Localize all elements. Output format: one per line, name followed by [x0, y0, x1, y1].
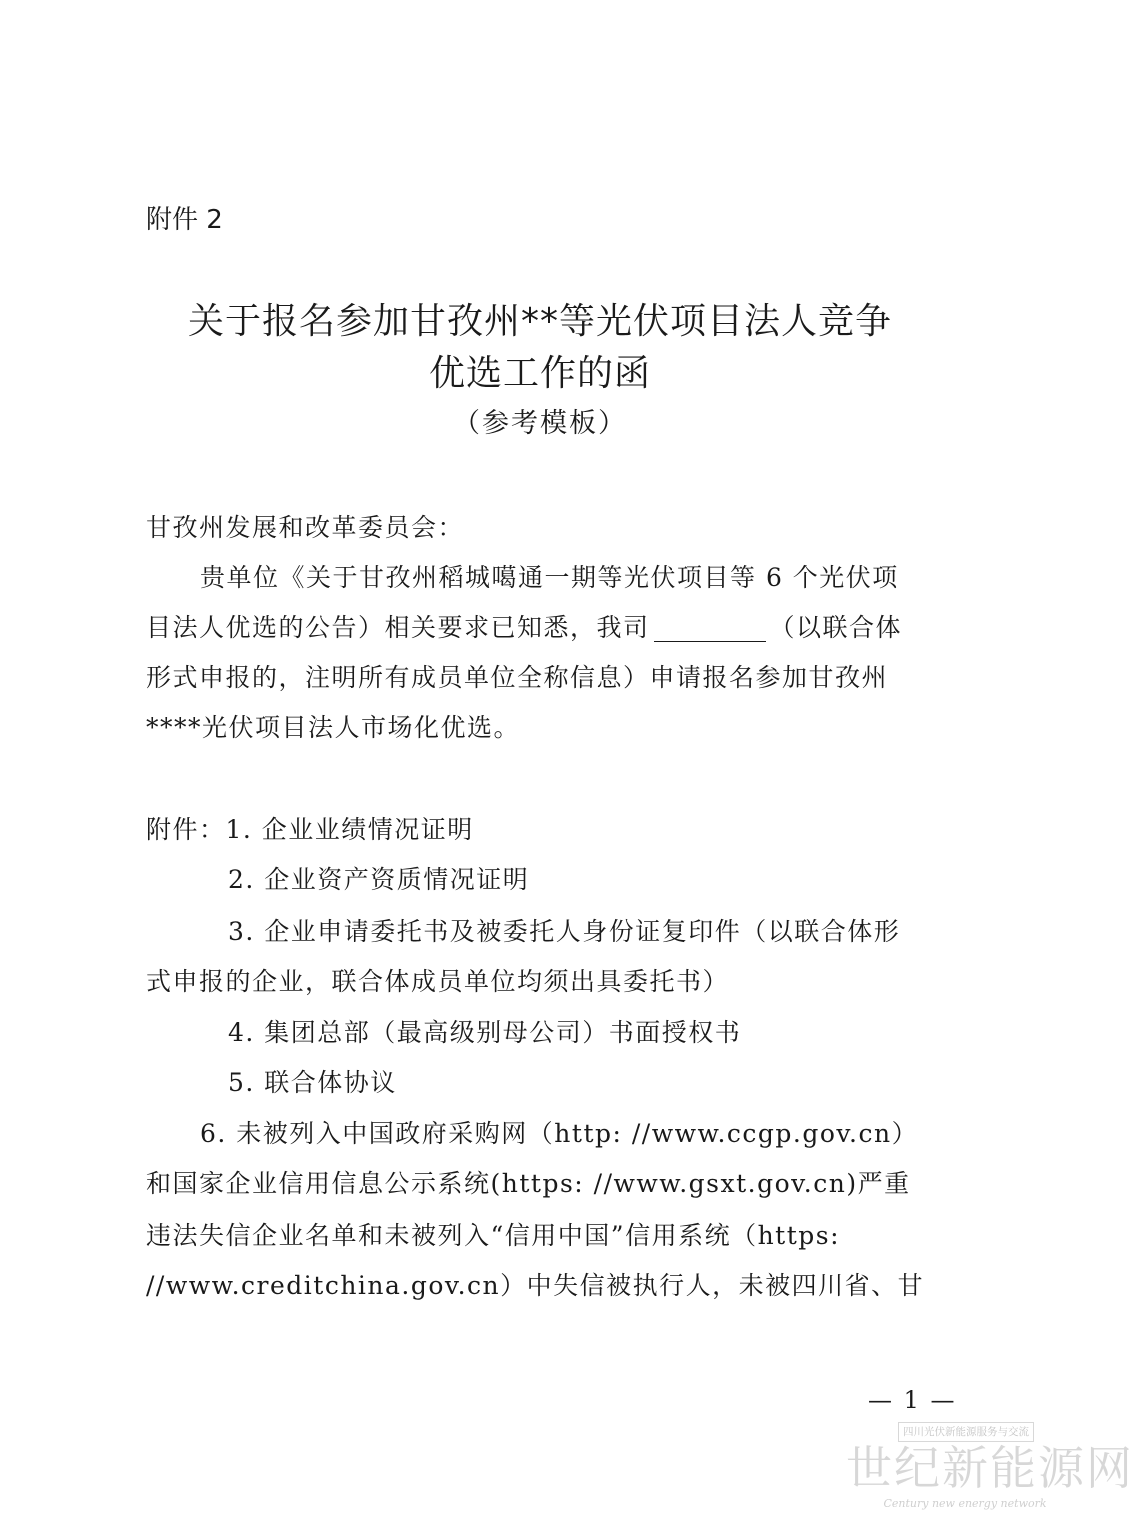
salutation: 甘孜州发展和改革委员会： — [146, 513, 465, 542]
body-line-1: 贵单位《关于甘孜州稻城噶通一期等光伏项目等 6 个光伏项 — [200, 563, 899, 592]
watermark-english-text: Century new energy network — [883, 1497, 1047, 1510]
attachment-item-3-line-1: 3. 企业申请委托书及被委托人身份证复印件（以联合体形 — [228, 917, 901, 946]
body-line-3: 形式申报的，注明所有成员单位全称信息）申请报名参加甘孜州 — [146, 663, 889, 692]
body-line-4: ****光伏项目法人市场化优选。 — [146, 713, 521, 742]
attachment-item-6-line-4: //www.creditchina.gov.cn）中失信被执行人，未被四川省、甘 — [146, 1271, 925, 1300]
page-number: — 1 — — [868, 1386, 957, 1414]
attachment-label: 附件 2 — [146, 205, 223, 235]
body-line-2-text-after: （以联合体 — [769, 613, 903, 642]
attachment-item-6-line-2: 和国家企业信用信息公示系统(https: //www.gsxt.gov.cn)严重 — [146, 1169, 911, 1198]
watermark-tagline: 四川光伏新能源服务与交流 — [898, 1422, 1034, 1442]
attachment-item-3-line-2: 式申报的企业，联合体成员单位均须出具委托书） — [146, 967, 730, 996]
attachment-item-1: 附件：1. 企业业绩情况证明 — [146, 815, 474, 844]
attachment-item-6-line-1: 6. 未被列入中国政府采购网（http: //www.ccgp.gov.cn） — [200, 1119, 919, 1148]
body-line-2 — [146, 608, 946, 648]
attachment-item-4: 4. 集团总部（最高级别母公司）书面授权书 — [228, 1018, 742, 1047]
document-title-line-1: 关于报名参加甘孜州**等光伏项目法人竞争 — [187, 301, 892, 342]
document-title-line-2: 优选工作的函 — [428, 353, 651, 394]
fill-in-blank — [654, 613, 766, 642]
body-line-2-text-before: 目法人优选的公告）相关要求已知悉，我司 — [146, 613, 650, 642]
attachment-item-5: 5. 联合体协议 — [228, 1068, 397, 1097]
document-subtitle: （参考模板） — [453, 408, 627, 439]
watermark-logo-text: 世纪新能源网 — [846, 1441, 1134, 1495]
attachment-item-2: 2. 企业资产资质情况证明 — [228, 865, 530, 894]
attachment-item-6-line-3: 违法失信企业名单和未被列入“信用中国”信用系统（https: — [146, 1221, 841, 1250]
